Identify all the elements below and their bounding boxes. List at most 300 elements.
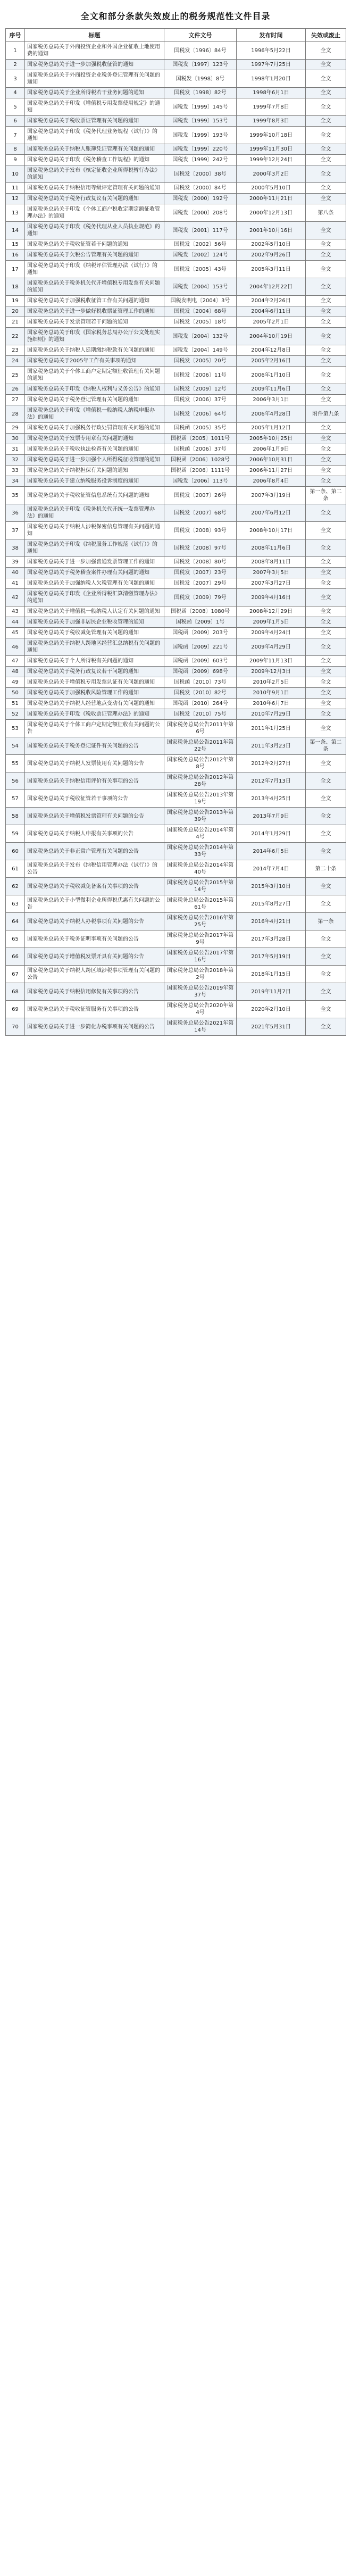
- cell-date: 2009年4月29日: [237, 638, 306, 656]
- cell-date: 2006年1月9日: [237, 444, 306, 455]
- cell-title: 国家税务总局关于税收征管若干事项的公告: [25, 790, 164, 808]
- cell-status: 第一条、第二条: [306, 487, 346, 504]
- cell-no: 32: [6, 455, 25, 466]
- cell-no: 18: [6, 278, 25, 296]
- cell-no: 59: [6, 825, 25, 843]
- cell-no: 45: [6, 628, 25, 638]
- cell-doc-number: 国税发〔2005〕43号: [164, 261, 237, 278]
- cell-date: 2010年6月7日: [237, 699, 306, 709]
- cell-no: 52: [6, 709, 25, 720]
- cell-date: 2005年2月1日: [237, 317, 306, 328]
- table-row: [6, 606, 346, 617]
- cell-title: 国家税务总局关于印发《税收票证管理办法》的通知: [25, 709, 164, 720]
- cell-title: 国家税务总局关于个人所得税有关问题的通知: [25, 656, 164, 667]
- cell-doc-number: 国税发〔1998〕82号: [164, 88, 237, 98]
- cell-no: 55: [6, 755, 25, 772]
- cell-status: 全文: [306, 194, 346, 204]
- table-row: [6, 144, 346, 155]
- cell-date: 2013年4月25日: [237, 790, 306, 808]
- cell-status: 全文: [306, 183, 346, 194]
- cell-date: 2004年12月22日: [237, 278, 306, 296]
- table-row: [6, 250, 346, 261]
- cell-no: 49: [6, 677, 25, 688]
- header-row: [6, 29, 346, 42]
- header-date: 发布时间: [237, 29, 306, 42]
- cell-no: 70: [6, 1018, 25, 1036]
- table-row: [6, 948, 346, 966]
- cell-title: 国家税务总局关于印发《税务稽查工作规程》的通知: [25, 155, 164, 165]
- cell-title: 国家税务总局关于进一步加强普通发票管理工作的通知: [25, 557, 164, 568]
- cell-no: 3: [6, 70, 25, 88]
- cell-status: 全文: [306, 466, 346, 476]
- cell-title: 国家税务总局关于印发《个体工商户税收定期定额征收管理办法》的通知: [25, 204, 164, 222]
- cell-title: 国家税务总局关于进一步简化办税事项有关问题的公告: [25, 1018, 164, 1036]
- cell-status: 全文: [306, 296, 346, 306]
- cell-status: 全文: [306, 557, 346, 568]
- cell-date: 2014年7月4日: [237, 860, 306, 878]
- cell-status: 全文: [306, 444, 346, 455]
- cell-doc-number: 国税发〔2004〕68号: [164, 306, 237, 317]
- cell-title: 国家税务总局关于2005年工作有关事项的通知: [25, 356, 164, 367]
- table-row: [6, 296, 346, 306]
- cell-status: 全文: [306, 617, 346, 628]
- cell-title: 国家税务总局关于印发《纳税服务工作规范（试行）》的通知: [25, 539, 164, 557]
- cell-date: 2014年1月29日: [237, 825, 306, 843]
- cell-title: 国家税务总局关于税收征管信息系统有关问题的通知: [25, 487, 164, 504]
- table-row: [6, 688, 346, 699]
- cell-doc-number: 国税发〔1999〕153号: [164, 116, 237, 127]
- cell-doc-number: 国税函〔2006〕1028号: [164, 455, 237, 466]
- cell-no: 28: [6, 405, 25, 423]
- cell-doc-number: 国税发〔2009〕12号: [164, 384, 237, 395]
- cell-no: 37: [6, 522, 25, 539]
- table-row: [6, 278, 346, 296]
- cell-status: 全文: [306, 476, 346, 487]
- cell-doc-number: 国税发〔1997〕123号: [164, 60, 237, 70]
- cell-date: 2009年4月24日: [237, 628, 306, 638]
- cell-date: 2008年12月29日: [237, 606, 306, 617]
- cell-date: 2006年3月1日: [237, 395, 306, 405]
- cell-title: 国家税务总局关于税务证明事项有关问题的公告: [25, 930, 164, 948]
- cell-date: 2011年3月23日: [237, 737, 306, 755]
- cell-status: 全文: [306, 948, 346, 966]
- cell-doc-number: 国家税务总局公告2014年第4号: [164, 825, 237, 843]
- table-row: [6, 261, 346, 278]
- cell-title: 国家税务总局关于纳税担保有关问题的通知: [25, 466, 164, 476]
- cell-no: 35: [6, 487, 25, 504]
- cell-doc-number: 国家税务总局公告2016年第25号: [164, 913, 237, 930]
- cell-status: 全文: [306, 709, 346, 720]
- cell-title: 国家税务总局关于建立纳税服务投诉制度的通知: [25, 476, 164, 487]
- header-no: 序号: [6, 29, 25, 42]
- cell-date: 2017年5月19日: [237, 948, 306, 966]
- cell-doc-number: 国家税务总局公告2019年第37号: [164, 983, 237, 1001]
- cell-title: 国家税务总局关于纳税人跨地区经营汇总纳税有关问题的通知: [25, 638, 164, 656]
- cell-title: 国家税务总局关于加强非居民企业税收管理的通知: [25, 617, 164, 628]
- cell-doc-number: 国家税务总局公告2014年第33号: [164, 843, 237, 860]
- cell-status: 全文: [306, 423, 346, 434]
- cell-title: 国家税务总局关于税收票证管理有关问题的通知: [25, 116, 164, 127]
- cell-date: 2005年2月16日: [237, 356, 306, 367]
- table-row: [6, 1018, 346, 1036]
- cell-title: 国家税务总局关于个体工商户定期定额征收管理有关问题的通知: [25, 367, 164, 384]
- table-row: [6, 878, 346, 895]
- cell-title: 国家税务总局关于纳税人发票使用有关问题的公告: [25, 755, 164, 772]
- cell-status: 全文: [306, 384, 346, 395]
- cell-doc-number: 国税发〔2004〕149号: [164, 345, 237, 356]
- cell-no: 20: [6, 306, 25, 317]
- cell-date: 2000年3月2日: [237, 165, 306, 183]
- cell-title: 国家税务总局关于外商投资企业和外国企业征收土地使用费的通知: [25, 42, 164, 60]
- cell-no: 13: [6, 204, 25, 222]
- cell-title: 国家税务总局关于纳税信用评价有关事项的公告: [25, 772, 164, 790]
- cell-doc-number: 国家税务总局公告2015年第14号: [164, 878, 237, 895]
- cell-date: 2001年10月16日: [237, 222, 306, 239]
- table-row: [6, 317, 346, 328]
- cell-no: 1: [6, 42, 25, 60]
- cell-status: 全文: [306, 755, 346, 772]
- cell-no: 68: [6, 983, 25, 1001]
- table-row: [6, 423, 346, 434]
- cell-doc-number: 国税发〔2006〕113号: [164, 476, 237, 487]
- table-row: [6, 772, 346, 790]
- cell-date: 2007年3月19日: [237, 487, 306, 504]
- table-row: [6, 356, 346, 367]
- table-row: [6, 983, 346, 1001]
- cell-status: 第一条: [306, 913, 346, 930]
- cell-date: 2004年12月8日: [237, 345, 306, 356]
- cell-status: 全文: [306, 1001, 346, 1018]
- cell-date: 2015年3月10日: [237, 878, 306, 895]
- cell-date: 2019年11月7日: [237, 983, 306, 1001]
- cell-title: 国家税务总局关于税务稽查案件办理有关问题的通知: [25, 568, 164, 578]
- cell-title: 国家税务总局关于加强税务行政处罚管理有关问题的通知: [25, 423, 164, 434]
- table-row: [6, 589, 346, 606]
- cell-title: 国家税务总局关于欠税公告管理有关问题的通知: [25, 250, 164, 261]
- cell-no: 5: [6, 98, 25, 116]
- table-row: [6, 790, 346, 808]
- cell-no: 42: [6, 589, 25, 606]
- cell-title: 国家税务总局关于小型微利企业所得税优惠有关问题的公告: [25, 895, 164, 913]
- cell-doc-number: 国税发〔2007〕23号: [164, 568, 237, 578]
- cell-doc-number: 国税发〔2006〕37号: [164, 395, 237, 405]
- cell-date: 2004年6月11日: [237, 306, 306, 317]
- cell-status: 全文: [306, 638, 346, 656]
- cell-status: 全文: [306, 568, 346, 578]
- cell-title: 国家税务总局关于印发《增值税一般纳税人纳税申报办法》的通知: [25, 405, 164, 423]
- cell-status: 全文: [306, 539, 346, 557]
- cell-no: 40: [6, 568, 25, 578]
- cell-doc-number: 国家税务总局公告2017年第9号: [164, 930, 237, 948]
- cell-doc-number: 国税发〔2004〕132号: [164, 328, 237, 345]
- cell-date: 2005年1月12日: [237, 423, 306, 434]
- cell-date: 1999年8月3日: [237, 116, 306, 127]
- cell-date: 2006年8月4日: [237, 476, 306, 487]
- cell-status: 全文: [306, 606, 346, 617]
- cell-date: 2012年2月27日: [237, 755, 306, 772]
- cell-date: 2006年4月28日: [237, 405, 306, 423]
- cell-no: 21: [6, 317, 25, 328]
- table-row: [6, 476, 346, 487]
- table-row: [6, 395, 346, 405]
- table-row: [6, 720, 346, 737]
- cell-doc-number: 国税发明电〔2004〕3号: [164, 296, 237, 306]
- cell-no: 47: [6, 656, 25, 667]
- cell-doc-number: 国税发〔1999〕220号: [164, 144, 237, 155]
- cell-title: 国家税务总局关于纳税信用等级评定管理有关问题的通知: [25, 183, 164, 194]
- cell-status: 第一条、第二条: [306, 737, 346, 755]
- table-row: [6, 194, 346, 204]
- cell-no: 15: [6, 239, 25, 250]
- cell-status: 全文: [306, 667, 346, 677]
- cell-title: 国家税务总局关于增值税发票开具有关问题的公告: [25, 948, 164, 966]
- cell-date: 2005年10月25日: [237, 434, 306, 444]
- cell-no: 60: [6, 843, 25, 860]
- cell-doc-number: 国税发〔2006〕64号: [164, 405, 237, 423]
- cell-doc-number: 国家税务总局公告2017年第16号: [164, 948, 237, 966]
- cell-status: 全文: [306, 261, 346, 278]
- table-row: [6, 677, 346, 688]
- cell-status: 第二十条: [306, 860, 346, 878]
- cell-no: 25: [6, 367, 25, 384]
- cell-status: 全文: [306, 250, 346, 261]
- cell-status: 全文: [306, 367, 346, 384]
- table-row: [6, 306, 346, 317]
- cell-title: 国家税务总局关于发票管理若干问题的通知: [25, 317, 164, 328]
- cell-no: 63: [6, 895, 25, 913]
- cell-status: 全文: [306, 578, 346, 589]
- cell-date: 2011年1月25日: [237, 720, 306, 737]
- cell-title: 国家税务总局关于税务登记证件有关问题的公告: [25, 737, 164, 755]
- cell-doc-number: 国家税务总局公告2018年第2号: [164, 966, 237, 983]
- cell-status: 全文: [306, 42, 346, 60]
- cell-doc-number: 国税函〔2009〕203号: [164, 628, 237, 638]
- cell-doc-number: 国税发〔2004〕153号: [164, 278, 237, 296]
- cell-doc-number: 国税发〔1999〕193号: [164, 127, 237, 144]
- cell-no: 67: [6, 966, 25, 983]
- cell-status: 全文: [306, 504, 346, 522]
- table-row: [6, 895, 346, 913]
- cell-doc-number: 国税发〔2008〕93号: [164, 522, 237, 539]
- cell-title: 国家税务总局关于纳税人延期缴纳税款有关问题的通知: [25, 345, 164, 356]
- table-row: [6, 825, 346, 843]
- cell-no: 31: [6, 444, 25, 455]
- table-row: [6, 42, 346, 60]
- cell-date: 2005年3月11日: [237, 261, 306, 278]
- cell-doc-number: 国税发〔2002〕56号: [164, 239, 237, 250]
- cell-doc-number: 国家税务总局公告2020年第4号: [164, 1001, 237, 1018]
- cell-title: 国家税务总局关于印发《企业所得税汇算清缴管理办法》的通知: [25, 589, 164, 606]
- table-body: [6, 42, 346, 1036]
- cell-status: 全文: [306, 895, 346, 913]
- table-row: [6, 913, 346, 930]
- cell-title: 国家税务总局关于税收减免管理有关问题的通知: [25, 628, 164, 638]
- cell-no: 9: [6, 155, 25, 165]
- cell-doc-number: 国税发〔2006〕11号: [164, 367, 237, 384]
- cell-date: 2007年6月12日: [237, 504, 306, 522]
- table-row: [6, 667, 346, 677]
- cell-title: 国家税务总局关于税务登记管理有关问题的通知: [25, 395, 164, 405]
- cell-date: 2000年12月13日: [237, 204, 306, 222]
- cell-status: 全文: [306, 60, 346, 70]
- cell-doc-number: 国税函〔2005〕1011号: [164, 434, 237, 444]
- table-row: [6, 656, 346, 667]
- cell-status: 全文: [306, 116, 346, 127]
- table-header: [6, 29, 346, 42]
- cell-doc-number: 国税发〔2009〕79号: [164, 589, 237, 606]
- cell-no: 44: [6, 617, 25, 628]
- cell-doc-number: 国税函〔2009〕698号: [164, 667, 237, 677]
- table-row: [6, 367, 346, 384]
- cell-doc-number: 国税函〔2006〕37号: [164, 444, 237, 455]
- cell-status: 全文: [306, 983, 346, 1001]
- cell-status: 全文: [306, 278, 346, 296]
- cell-date: 1997年7月25日: [237, 60, 306, 70]
- cell-status: 全文: [306, 628, 346, 638]
- cell-doc-number: 国家税务总局公告2021年第14号: [164, 1018, 237, 1036]
- cell-doc-number: 国税发〔2007〕68号: [164, 504, 237, 522]
- cell-status: 全文: [306, 434, 346, 444]
- cell-date: 2010年7月29日: [237, 709, 306, 720]
- cell-no: 19: [6, 296, 25, 306]
- table-row: [6, 638, 346, 656]
- cell-title: 国家税务总局关于个体工商户定期定额征收有关问题的公告: [25, 720, 164, 737]
- table-row: [6, 434, 346, 444]
- cell-no: 58: [6, 808, 25, 825]
- table-row: [6, 966, 346, 983]
- cell-status: 附件第九条: [306, 405, 346, 423]
- cell-no: 27: [6, 395, 25, 405]
- cell-doc-number: 国税发〔1998〕8号: [164, 70, 237, 88]
- table-row: [6, 578, 346, 589]
- cell-title: 国家税务总局关于进一步加强税收征管的通知: [25, 60, 164, 70]
- cell-date: 2016年4月21日: [237, 913, 306, 930]
- cell-title: 国家税务总局关于加强纳税人欠税管理有关问题的通知: [25, 578, 164, 589]
- table-row: [6, 860, 346, 878]
- cell-status: 全文: [306, 772, 346, 790]
- cell-title: 国家税务总局关于纳税信用修复有关事项的公告: [25, 983, 164, 1001]
- cell-date: 2015年8月27日: [237, 895, 306, 913]
- cell-status: 全文: [306, 966, 346, 983]
- cell-no: 61: [6, 860, 25, 878]
- table-row: [6, 60, 346, 70]
- table-row: [6, 930, 346, 948]
- cell-no: 57: [6, 790, 25, 808]
- cell-title: 国家税务总局关于税收减免备案有关事项的公告: [25, 878, 164, 895]
- cell-date: 2002年5月10日: [237, 239, 306, 250]
- cell-title: 国家税务总局关于印发《增值税专用发票使用规定》的通知: [25, 98, 164, 116]
- cell-status: 全文: [306, 239, 346, 250]
- cell-title: 国家税务总局关于增值税专用发票认证有关问题的通知: [25, 677, 164, 688]
- cell-no: 17: [6, 261, 25, 278]
- cell-date: 2010年9月1日: [237, 688, 306, 699]
- cell-status: 全文: [306, 699, 346, 709]
- table-row: [6, 116, 346, 127]
- cell-doc-number: 国税发〔2007〕29号: [164, 578, 237, 589]
- cell-status: 全文: [306, 455, 346, 466]
- cell-date: 2020年2月10日: [237, 1001, 306, 1018]
- document-title: 全文和部分条款失效废止的税务规范性文件目录: [80, 11, 271, 21]
- cell-status: 全文: [306, 70, 346, 88]
- cell-status: 全文: [306, 1018, 346, 1036]
- cell-no: 16: [6, 250, 25, 261]
- cell-no: 50: [6, 688, 25, 699]
- cell-title: 国家税务总局关于加强税收征管工作有关问题的通知: [25, 296, 164, 306]
- cell-title: 国家税务总局关于税务行政复议有关问题的通知: [25, 194, 164, 204]
- cell-date: 2009年1月5日: [237, 617, 306, 628]
- table-row: [6, 1001, 346, 1018]
- cell-title: 国家税务总局关于进一步加强个人所得税征收管理的通知: [25, 455, 164, 466]
- table-row: [6, 557, 346, 568]
- cell-title: 国家税务总局关于纳税人跨区域涉税事项管理有关问题的公告: [25, 966, 164, 983]
- cell-no: 2: [6, 60, 25, 70]
- cell-no: 64: [6, 913, 25, 930]
- cell-status: 全文: [306, 808, 346, 825]
- cell-status: 全文: [306, 127, 346, 144]
- cell-no: 34: [6, 476, 25, 487]
- cell-doc-number: 国家税务总局公告2012年第8号: [164, 755, 237, 772]
- cell-no: 41: [6, 578, 25, 589]
- cell-title: 国家税务总局关于印发《税务代理从业人员执业规范》的通知: [25, 222, 164, 239]
- cell-doc-number: 国税函〔2008〕1080号: [164, 606, 237, 617]
- cell-doc-number: 国税发〔2008〕97号: [164, 539, 237, 557]
- cell-no: 29: [6, 423, 25, 434]
- cell-title: 国家税务总局关于印发《纳税评估管理办法（试行）》的通知: [25, 261, 164, 278]
- cell-no: 36: [6, 504, 25, 522]
- cell-date: 1999年10月18日: [237, 127, 306, 144]
- cell-date: 1999年11月30日: [237, 144, 306, 155]
- cell-title: 国家税务总局关于印发《税务机关代开统一发票管理办法》的通知: [25, 504, 164, 522]
- header-doc-number: 文件文号: [164, 29, 237, 42]
- cell-title: 国家税务总局关于纳税人申报有关事项的公告: [25, 825, 164, 843]
- cell-status: 全文: [306, 155, 346, 165]
- cell-no: 33: [6, 466, 25, 476]
- cell-doc-number: 国税函〔2006〕1111号: [164, 466, 237, 476]
- table-row: [6, 88, 346, 98]
- cell-title: 国家税务总局关于发票专用章有关问题的通知: [25, 434, 164, 444]
- cell-status: 全文: [306, 98, 346, 116]
- table-row: [6, 709, 346, 720]
- cell-doc-number: 国税函〔2005〕35号: [164, 423, 237, 434]
- table-row: [6, 504, 346, 522]
- table-row: [6, 628, 346, 638]
- cell-doc-number: 国税发〔2000〕192号: [164, 194, 237, 204]
- cell-no: 12: [6, 194, 25, 204]
- cell-date: 2009年11月6日: [237, 384, 306, 395]
- cell-no: 51: [6, 699, 25, 709]
- cell-date: 2004年2月26日: [237, 296, 306, 306]
- table-row: [6, 345, 346, 356]
- cell-no: 69: [6, 1001, 25, 1018]
- cell-date: 2006年10月31日: [237, 455, 306, 466]
- cell-doc-number: 国税函〔2009〕603号: [164, 656, 237, 667]
- regulation-table: [5, 28, 346, 1036]
- cell-doc-number: 国家税务总局公告2012年第28号: [164, 772, 237, 790]
- cell-no: 8: [6, 144, 25, 155]
- cell-doc-number: 国税函〔2010〕73号: [164, 677, 237, 688]
- cell-title: 国家税务总局关于企业所得税若干业务问题的通知: [25, 88, 164, 98]
- cell-date: 2017年3月28日: [237, 930, 306, 948]
- cell-doc-number: 国税发〔2005〕18号: [164, 317, 237, 328]
- table-row: [6, 70, 346, 88]
- cell-title: 国家税务总局关于纳税人涉税保密信息管理有关问题的通知: [25, 522, 164, 539]
- cell-date: 2002年9月26日: [237, 250, 306, 261]
- cell-doc-number: 国家税务总局公告2013年第39号: [164, 808, 237, 825]
- cell-doc-number: 国税发〔2008〕80号: [164, 557, 237, 568]
- table-row: [6, 127, 346, 144]
- cell-date: 1998年6月1日: [237, 88, 306, 98]
- table-row: [6, 165, 346, 183]
